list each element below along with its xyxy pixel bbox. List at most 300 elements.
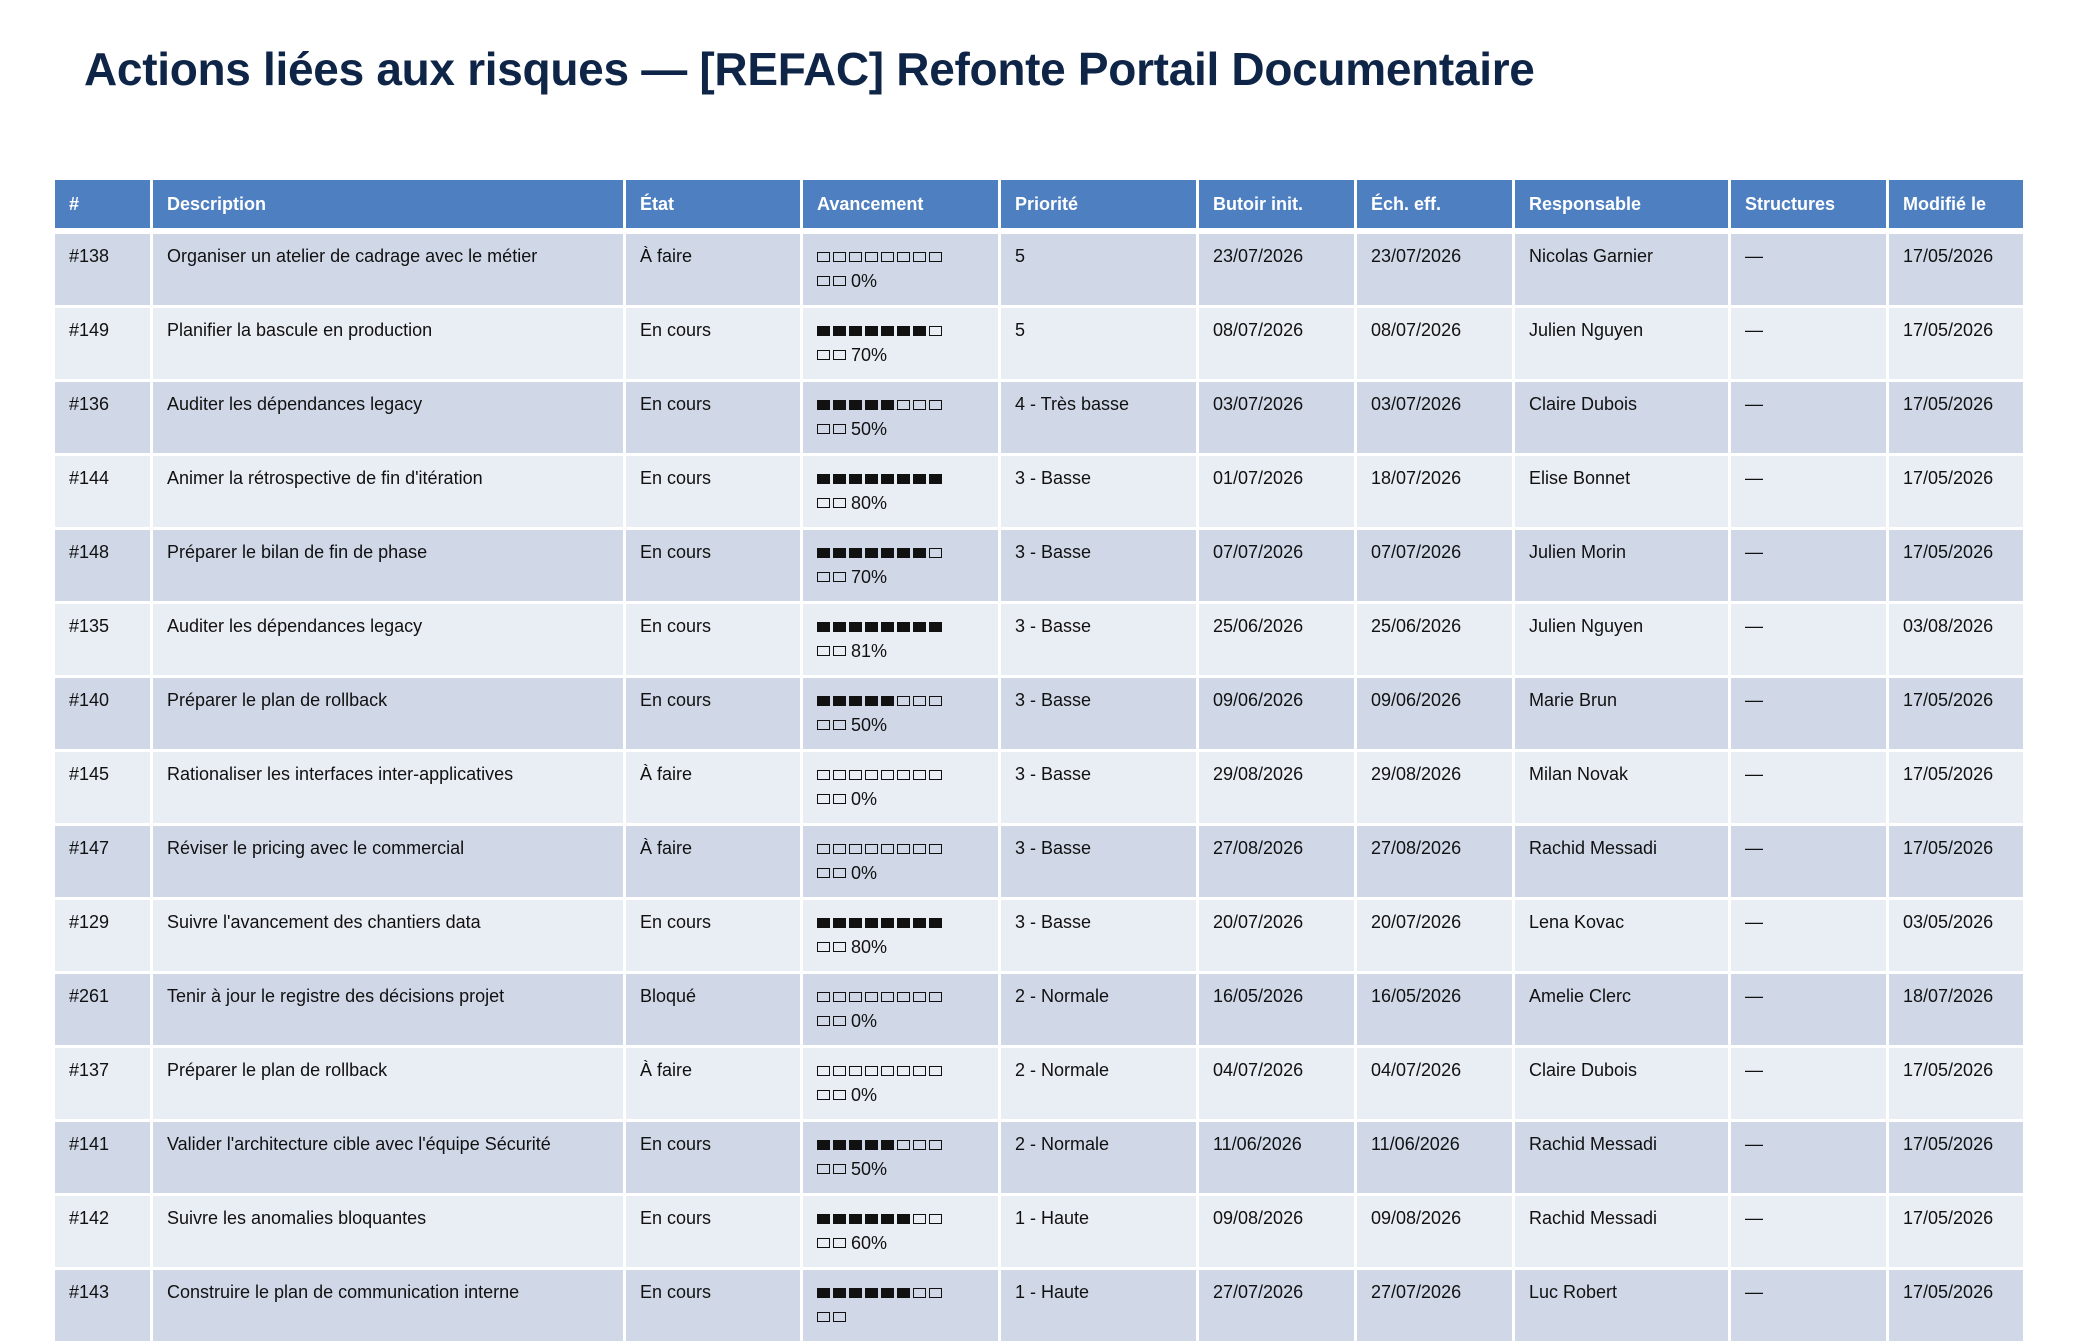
progress-box xyxy=(881,844,894,854)
progress-box xyxy=(833,868,846,878)
cell-modified: 17/05/2026 xyxy=(1889,382,2023,453)
cell-structures: — xyxy=(1731,826,1886,897)
progress-box xyxy=(817,1090,830,1100)
cell-priority: 1 - Haute xyxy=(1001,1270,1196,1341)
progress-bar-continued xyxy=(817,416,984,440)
progress-box xyxy=(849,992,862,1002)
cell-state: En cours xyxy=(626,1196,800,1267)
progress-box xyxy=(865,252,878,262)
progress-box xyxy=(897,474,910,484)
progress-bar xyxy=(817,614,984,638)
cell-deadline-initial: 01/07/2026 xyxy=(1199,456,1354,527)
progress-box xyxy=(833,498,846,508)
progress-box xyxy=(833,1140,846,1150)
cell-owner: Rachid Messadi xyxy=(1515,1122,1728,1193)
progress-box xyxy=(817,548,830,558)
cell-progress xyxy=(803,382,998,453)
column-header-progress[interactable]: Avancement xyxy=(803,180,998,231)
cell-deadline-effective: 11/06/2026 xyxy=(1357,1122,1512,1193)
cell-owner: Elise Bonnet xyxy=(1515,456,1728,527)
progress-percent: 80% xyxy=(851,937,888,958)
progress-box xyxy=(881,622,894,632)
cell-id: #148 xyxy=(55,530,150,601)
cell-deadline-effective: 27/08/2026 xyxy=(1357,826,1512,897)
table-row[interactable] xyxy=(55,234,2023,305)
progress-box xyxy=(897,400,910,410)
progress-bar-continued xyxy=(817,860,984,884)
cell-state: À faire xyxy=(626,234,800,305)
progress-bar-continued xyxy=(817,268,984,292)
progress-box xyxy=(817,1140,830,1150)
cell-structures: — xyxy=(1731,1196,1886,1267)
cell-priority: 4 - Très basse xyxy=(1001,382,1196,453)
cell-id: #145 xyxy=(55,752,150,823)
cell-description: Valider l'architecture cible avec l'équipe Sécurité xyxy=(153,1122,623,1193)
page-title: Actions liées aux risques — [REFAC] Refonte Portail Documentaire xyxy=(84,43,1535,95)
cell-priority: 3 - Basse xyxy=(1001,752,1196,823)
progress-box xyxy=(817,252,830,262)
progress-box xyxy=(865,474,878,484)
progress-box xyxy=(913,400,926,410)
cell-description: Tenir à jour le registre des décisions projet xyxy=(153,974,623,1045)
progress-box xyxy=(881,1214,894,1224)
cell-deadline-effective: 20/07/2026 xyxy=(1357,900,1512,971)
progress-box xyxy=(897,918,910,928)
cell-state: En cours xyxy=(626,308,800,379)
cell-id: #140 xyxy=(55,678,150,749)
progress-bar xyxy=(817,688,984,712)
progress-box xyxy=(913,1066,926,1076)
progress-box xyxy=(849,548,862,558)
table-row[interactable] xyxy=(55,826,2023,897)
cell-progress xyxy=(803,530,998,601)
table-body xyxy=(55,234,2023,1341)
column-header-priority[interactable]: Priorité xyxy=(1001,180,1196,231)
progress-box xyxy=(897,1214,910,1224)
progress-box xyxy=(849,770,862,780)
cell-deadline-initial: 11/06/2026 xyxy=(1199,1122,1354,1193)
progress-box xyxy=(833,1214,846,1224)
table-row[interactable] xyxy=(55,530,2023,601)
progress-box xyxy=(833,622,846,632)
progress-box xyxy=(929,1140,942,1150)
cell-state: En cours xyxy=(626,530,800,601)
cell-priority: 1 - Haute xyxy=(1001,1196,1196,1267)
progress-box xyxy=(833,942,846,952)
table-row[interactable] xyxy=(55,1270,2023,1341)
cell-deadline-initial: 07/07/2026 xyxy=(1199,530,1354,601)
progress-box xyxy=(865,844,878,854)
cell-structures: — xyxy=(1731,1122,1886,1193)
progress-box xyxy=(817,868,830,878)
progress-box xyxy=(849,252,862,262)
progress-bar xyxy=(817,836,984,860)
cell-state: À faire xyxy=(626,1048,800,1119)
cell-description: Planifier la bascule en production xyxy=(153,308,623,379)
progress-box xyxy=(817,1312,830,1322)
cell-deadline-effective: 08/07/2026 xyxy=(1357,308,1512,379)
progress-box xyxy=(817,942,830,952)
cell-id: #141 xyxy=(55,1122,150,1193)
cell-modified: 17/05/2026 xyxy=(1889,752,2023,823)
table-row[interactable] xyxy=(55,1122,2023,1193)
progress-bar-continued xyxy=(817,712,984,736)
progress-box xyxy=(833,326,846,336)
progress-box xyxy=(881,918,894,928)
actions-table xyxy=(52,177,2026,1344)
cell-modified: 18/07/2026 xyxy=(1889,974,2023,1045)
progress-bar-continued xyxy=(817,564,984,588)
cell-id: #137 xyxy=(55,1048,150,1119)
cell-structures: — xyxy=(1731,1048,1886,1119)
progress-box xyxy=(817,918,830,928)
progress-box xyxy=(849,1066,862,1076)
table-row[interactable] xyxy=(55,1048,2023,1119)
progress-box xyxy=(897,548,910,558)
cell-deadline-initial: 25/06/2026 xyxy=(1199,604,1354,675)
progress-box xyxy=(817,498,830,508)
progress-box xyxy=(817,424,830,434)
progress-box xyxy=(881,1140,894,1150)
cell-deadline-initial: 03/07/2026 xyxy=(1199,382,1354,453)
cell-structures: — xyxy=(1731,752,1886,823)
progress-box xyxy=(881,252,894,262)
progress-box xyxy=(865,1066,878,1076)
progress-box xyxy=(929,326,942,336)
progress-box xyxy=(929,400,942,410)
table-header-row xyxy=(55,180,2023,231)
progress-box xyxy=(897,1066,910,1076)
cell-description: Construire le plan de communication interne xyxy=(153,1270,623,1341)
progress-box xyxy=(929,696,942,706)
progress-box xyxy=(913,844,926,854)
cell-deadline-initial: 16/05/2026 xyxy=(1199,974,1354,1045)
progress-box xyxy=(817,1288,830,1298)
progress-percent: 50% xyxy=(851,715,888,736)
cell-id: #135 xyxy=(55,604,150,675)
progress-box xyxy=(897,1288,910,1298)
progress-percent: 60% xyxy=(851,1233,888,1254)
progress-box xyxy=(865,992,878,1002)
cell-modified: 03/05/2026 xyxy=(1889,900,2023,971)
cell-id: #129 xyxy=(55,900,150,971)
progress-box xyxy=(817,622,830,632)
progress-bar xyxy=(817,762,984,786)
cell-priority: 2 - Normale xyxy=(1001,1122,1196,1193)
cell-deadline-effective: 04/07/2026 xyxy=(1357,1048,1512,1119)
column-header-description[interactable]: Description xyxy=(153,180,623,231)
cell-modified: 17/05/2026 xyxy=(1889,530,2023,601)
progress-box xyxy=(929,474,942,484)
cell-progress xyxy=(803,1270,998,1341)
progress-bar xyxy=(817,1206,984,1230)
progress-box xyxy=(833,918,846,928)
progress-box xyxy=(849,400,862,410)
progress-box xyxy=(833,696,846,706)
progress-box xyxy=(833,1238,846,1248)
progress-box xyxy=(817,1238,830,1248)
column-header-id[interactable]: # xyxy=(55,180,150,231)
progress-box xyxy=(865,1140,878,1150)
progress-box xyxy=(913,1288,926,1298)
cell-owner: Marie Brun xyxy=(1515,678,1728,749)
column-header-deadline-initial[interactable]: Butoir init. xyxy=(1199,180,1354,231)
cell-modified: 17/05/2026 xyxy=(1889,1122,2023,1193)
cell-modified: 03/08/2026 xyxy=(1889,604,2023,675)
progress-box xyxy=(913,992,926,1002)
progress-box xyxy=(833,794,846,804)
cell-description: Organiser un atelier de cadrage avec le métier xyxy=(153,234,623,305)
cell-deadline-effective: 25/06/2026 xyxy=(1357,604,1512,675)
progress-bar-continued xyxy=(817,786,984,810)
progress-box xyxy=(817,720,830,730)
column-header-state[interactable]: État xyxy=(626,180,800,231)
cell-priority: 5 xyxy=(1001,308,1196,379)
cell-state: En cours xyxy=(626,1122,800,1193)
progress-bar-continued xyxy=(817,1008,984,1032)
cell-id: #142 xyxy=(55,1196,150,1267)
progress-box xyxy=(929,622,942,632)
cell-priority: 5 xyxy=(1001,234,1196,305)
cell-structures: — xyxy=(1731,308,1886,379)
cell-deadline-effective: 03/07/2026 xyxy=(1357,382,1512,453)
cell-state: En cours xyxy=(626,678,800,749)
progress-box xyxy=(865,696,878,706)
table-row[interactable] xyxy=(55,382,2023,453)
progress-box xyxy=(913,696,926,706)
progress-box xyxy=(929,252,942,262)
cell-id: #136 xyxy=(55,382,150,453)
cell-priority: 3 - Basse xyxy=(1001,456,1196,527)
progress-box xyxy=(865,770,878,780)
cell-deadline-initial: 27/07/2026 xyxy=(1199,1270,1354,1341)
column-header-owner[interactable]: Responsable xyxy=(1515,180,1728,231)
cell-deadline-initial: 08/07/2026 xyxy=(1199,308,1354,379)
cell-state: En cours xyxy=(626,604,800,675)
progress-box xyxy=(913,474,926,484)
progress-box xyxy=(817,400,830,410)
progress-box xyxy=(817,844,830,854)
cell-progress xyxy=(803,678,998,749)
cell-owner: Julien Morin xyxy=(1515,530,1728,601)
progress-box xyxy=(833,720,846,730)
cell-description: Rationaliser les interfaces inter-applicatives xyxy=(153,752,623,823)
progress-bar xyxy=(817,910,984,934)
cell-owner: Nicolas Garnier xyxy=(1515,234,1728,305)
cell-deadline-effective: 09/08/2026 xyxy=(1357,1196,1512,1267)
cell-deadline-effective: 27/07/2026 xyxy=(1357,1270,1512,1341)
progress-box xyxy=(913,326,926,336)
progress-box xyxy=(817,992,830,1002)
cell-id: #149 xyxy=(55,308,150,379)
progress-bar xyxy=(817,984,984,1008)
table-row[interactable] xyxy=(55,678,2023,749)
cell-structures: — xyxy=(1731,604,1886,675)
cell-modified: 17/05/2026 xyxy=(1889,1270,2023,1341)
cell-modified: 17/05/2026 xyxy=(1889,456,2023,527)
progress-bar xyxy=(817,540,984,564)
cell-structures: — xyxy=(1731,974,1886,1045)
cell-id: #138 xyxy=(55,234,150,305)
cell-priority: 3 - Basse xyxy=(1001,900,1196,971)
cell-deadline-initial: 27/08/2026 xyxy=(1199,826,1354,897)
progress-bar xyxy=(817,392,984,416)
cell-priority: 3 - Basse xyxy=(1001,604,1196,675)
progress-box xyxy=(833,992,846,1002)
progress-box xyxy=(865,400,878,410)
table-row[interactable] xyxy=(55,752,2023,823)
cell-owner: Rachid Messadi xyxy=(1515,1196,1728,1267)
progress-box xyxy=(833,400,846,410)
progress-box xyxy=(865,326,878,336)
cell-progress xyxy=(803,1196,998,1267)
progress-box xyxy=(929,918,942,928)
cell-modified: 17/05/2026 xyxy=(1889,1196,2023,1267)
progress-bar xyxy=(817,1280,984,1304)
cell-owner: Julien Nguyen xyxy=(1515,604,1728,675)
table-row[interactable] xyxy=(55,456,2023,527)
progress-bar-continued xyxy=(817,1230,984,1254)
cell-deadline-initial: 29/08/2026 xyxy=(1199,752,1354,823)
cell-deadline-effective: 18/07/2026 xyxy=(1357,456,1512,527)
progress-box xyxy=(913,622,926,632)
progress-box xyxy=(897,622,910,632)
cell-modified: 17/05/2026 xyxy=(1889,234,2023,305)
cell-priority: 3 - Basse xyxy=(1001,678,1196,749)
cell-progress xyxy=(803,456,998,527)
progress-bar xyxy=(817,244,984,268)
cell-owner: Milan Novak xyxy=(1515,752,1728,823)
progress-box xyxy=(881,1288,894,1298)
column-header-structures[interactable]: Structures xyxy=(1731,180,1886,231)
cell-state: À faire xyxy=(626,752,800,823)
table-row[interactable] xyxy=(55,308,2023,379)
cell-id: #147 xyxy=(55,826,150,897)
cell-structures: — xyxy=(1731,234,1886,305)
cell-owner: Luc Robert xyxy=(1515,1270,1728,1341)
progress-box xyxy=(849,1288,862,1298)
cell-state: À faire xyxy=(626,826,800,897)
progress-box xyxy=(929,1214,942,1224)
cell-progress xyxy=(803,974,998,1045)
table-row[interactable] xyxy=(55,900,2023,971)
cell-description: Auditer les dépendances legacy xyxy=(153,382,623,453)
cell-progress xyxy=(803,1122,998,1193)
cell-priority: 3 - Basse xyxy=(1001,530,1196,601)
progress-box xyxy=(833,770,846,780)
cell-id: #261 xyxy=(55,974,150,1045)
actions-table-container xyxy=(52,177,2020,1344)
cell-state: Bloqué xyxy=(626,974,800,1045)
cell-description: Réviser le pricing avec le commercial xyxy=(153,826,623,897)
cell-progress xyxy=(803,826,998,897)
cell-progress xyxy=(803,308,998,379)
table-row[interactable] xyxy=(55,974,2023,1045)
progress-box xyxy=(881,400,894,410)
progress-bar xyxy=(817,1058,984,1082)
progress-bar xyxy=(817,1132,984,1156)
progress-box xyxy=(913,252,926,262)
progress-box xyxy=(849,918,862,928)
progress-box xyxy=(849,1214,862,1224)
progress-box xyxy=(849,696,862,706)
progress-box xyxy=(833,1164,846,1174)
progress-box xyxy=(817,474,830,484)
progress-box xyxy=(897,844,910,854)
progress-box xyxy=(881,1066,894,1076)
cell-owner: Lena Kovac xyxy=(1515,900,1728,971)
progress-percent: 0% xyxy=(851,271,878,292)
progress-percent: 80% xyxy=(851,493,888,514)
cell-owner: Claire Dubois xyxy=(1515,382,1728,453)
cell-state: En cours xyxy=(626,382,800,453)
progress-box xyxy=(913,770,926,780)
progress-bar-continued xyxy=(817,638,984,662)
progress-box xyxy=(833,1312,846,1322)
cell-owner: Amelie Clerc xyxy=(1515,974,1728,1045)
cell-structures: — xyxy=(1731,900,1886,971)
progress-box xyxy=(913,1140,926,1150)
cell-priority: 2 - Normale xyxy=(1001,974,1196,1045)
progress-box xyxy=(817,646,830,656)
progress-box xyxy=(849,474,862,484)
cell-modified: 17/05/2026 xyxy=(1889,308,2023,379)
cell-structures: — xyxy=(1731,530,1886,601)
cell-deadline-effective: 29/08/2026 xyxy=(1357,752,1512,823)
progress-box xyxy=(897,326,910,336)
column-header-modified[interactable]: Modifié le xyxy=(1889,180,2023,231)
progress-box xyxy=(897,770,910,780)
progress-box xyxy=(865,622,878,632)
progress-box xyxy=(913,548,926,558)
progress-box xyxy=(897,1140,910,1150)
progress-box xyxy=(833,844,846,854)
progress-box xyxy=(833,1016,846,1026)
progress-percent: 0% xyxy=(851,1011,878,1032)
progress-bar-continued xyxy=(817,1082,984,1106)
progress-box xyxy=(833,474,846,484)
cell-owner: Claire Dubois xyxy=(1515,1048,1728,1119)
progress-box xyxy=(833,1066,846,1076)
column-header-deadline-effective[interactable]: Éch. eff. xyxy=(1357,180,1512,231)
cell-structures: — xyxy=(1731,678,1886,749)
progress-box xyxy=(929,548,942,558)
cell-description: Préparer le plan de rollback xyxy=(153,678,623,749)
progress-box xyxy=(833,424,846,434)
progress-box xyxy=(897,252,910,262)
progress-bar-continued xyxy=(817,342,984,366)
cell-priority: 2 - Normale xyxy=(1001,1048,1196,1119)
cell-description: Préparer le plan de rollback xyxy=(153,1048,623,1119)
table-row[interactable] xyxy=(55,1196,2023,1267)
progress-box xyxy=(817,572,830,582)
cell-structures: — xyxy=(1731,456,1886,527)
progress-percent: 70% xyxy=(851,567,888,588)
cell-owner: Rachid Messadi xyxy=(1515,826,1728,897)
progress-box xyxy=(929,1066,942,1076)
progress-box xyxy=(817,1164,830,1174)
cell-owner: Julien Nguyen xyxy=(1515,308,1728,379)
progress-box xyxy=(881,548,894,558)
progress-box xyxy=(849,622,862,632)
table-row[interactable] xyxy=(55,604,2023,675)
progress-bar-continued xyxy=(817,1304,984,1328)
cell-description: Suivre l'avancement des chantiers data xyxy=(153,900,623,971)
cell-deadline-initial: 04/07/2026 xyxy=(1199,1048,1354,1119)
progress-percent: 0% xyxy=(851,789,878,810)
cell-state: En cours xyxy=(626,456,800,527)
progress-percent: 70% xyxy=(851,345,888,366)
